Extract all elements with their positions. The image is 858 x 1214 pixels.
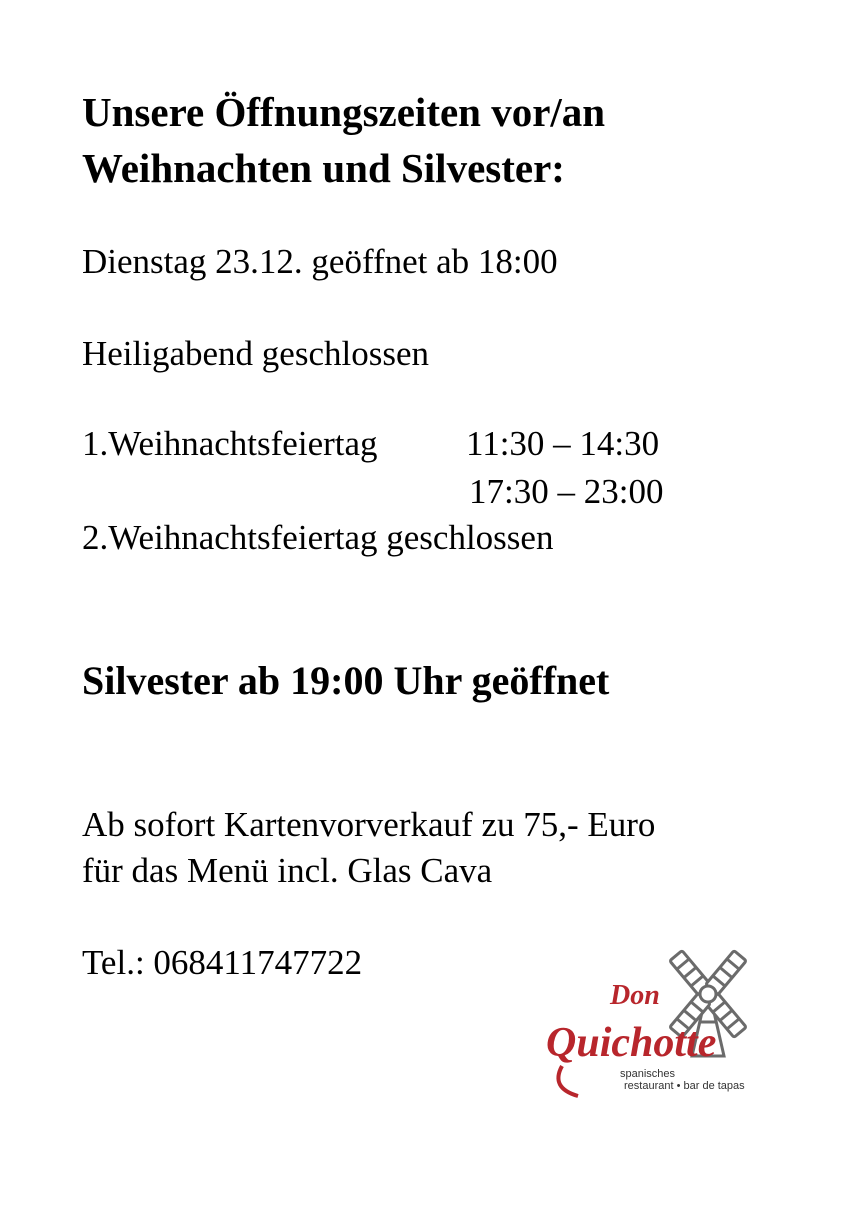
logo-swash <box>558 1066 578 1096</box>
presale-line-1: Ab sofort Kartenvorverkauf zu 75,- Euro <box>82 805 656 844</box>
logo-word-quichotte: Quichotte <box>546 1020 717 1066</box>
page-title <box>82 84 605 196</box>
christmas-eve-hours: Heiligabend geschlossen <box>82 334 429 373</box>
logo-tagline-1: spanisches <box>620 1068 676 1080</box>
dec23-hours: Dienstag 23.12. geöffnet ab 18:00 <box>82 242 558 281</box>
first-holiday-time-1: 11:30 – 14:30 <box>466 424 660 463</box>
presale-line-2: für das Menü incl. Glas Cava <box>82 851 493 890</box>
title-line-1: Unsere Öffnungszeiten vor/an <box>82 89 606 135</box>
first-holiday-time-2: 17:30 – 23:00 <box>469 472 664 511</box>
title-line-2: Weihnachten und Silvester: <box>82 145 565 191</box>
restaurant-logo <box>540 938 780 1108</box>
phone-number: Tel.: 068411747722 <box>82 943 363 982</box>
logo-word-don: Don <box>610 980 660 1011</box>
logo-tagline-2: restaurant • bar de tapas <box>624 1080 745 1092</box>
first-holiday-label: 1.Weihnachtsfeiertag <box>82 424 378 463</box>
second-holiday-hours: 2.Weihnachtsfeiertag geschlossen <box>82 518 554 557</box>
silvester-heading: Silvester ab 19:00 Uhr geöffnet <box>82 658 610 703</box>
